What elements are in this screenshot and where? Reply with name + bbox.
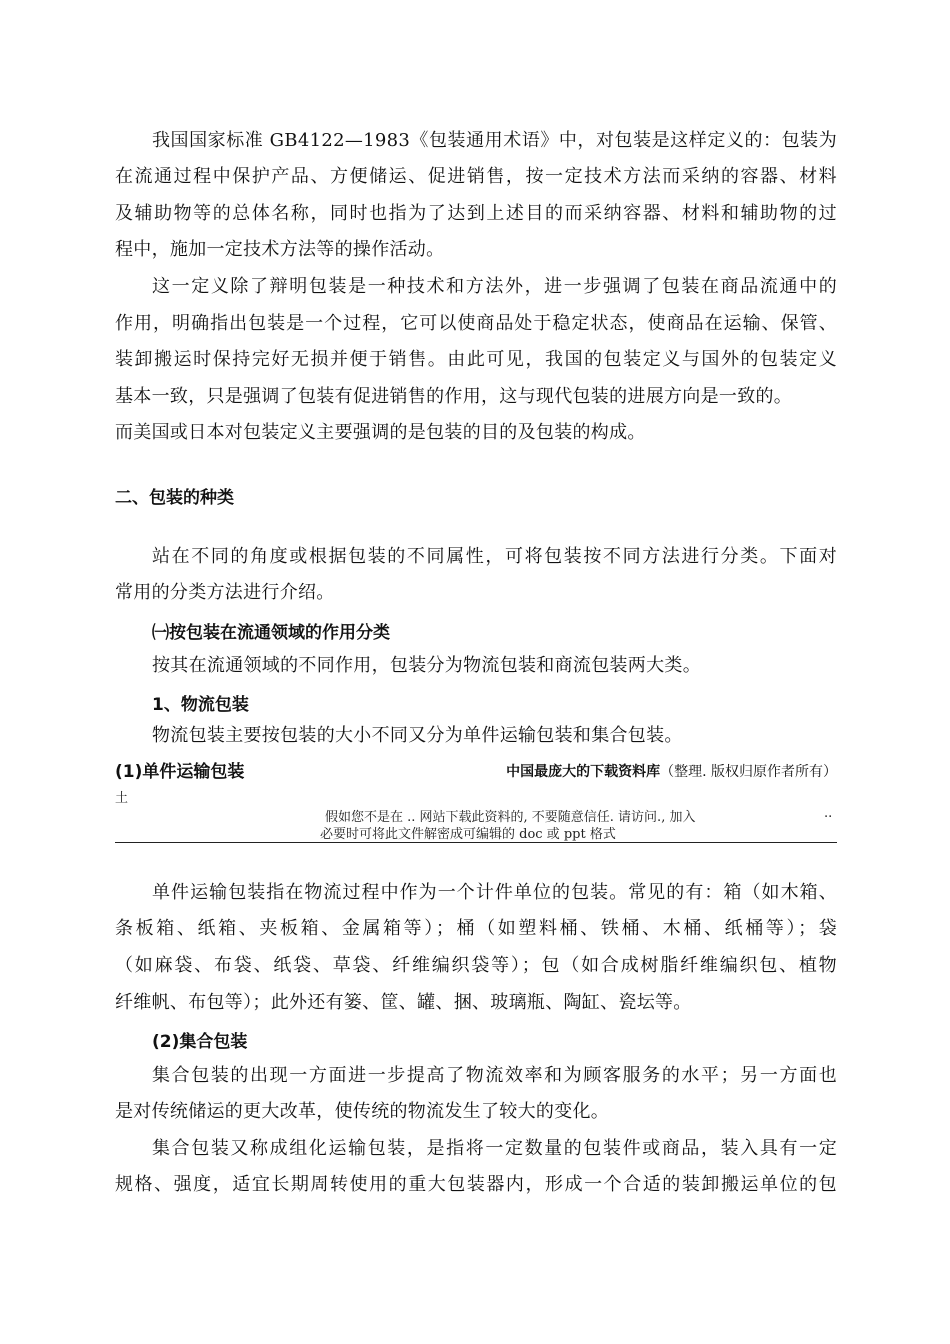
subheading-logistics-packaging: 1、物流包装 [152, 695, 249, 715]
paragraph-4: 按其在流通领域的不同作用，包装分为物流包装和商流包装两大类。 [152, 655, 701, 676]
paragraph-6-line-4: 纤维帆、布包等）；此外还有篓、筐、罐、捆、玻璃瓶、陶缸、瓷坛等。 [115, 992, 692, 1013]
paragraph-2-line-2: 作用，明确指出包装是一个过程，它可以使商品处于稳定状态，使商品在运输、保管、 [115, 313, 837, 334]
paragraph-6-line-2: 条板箱、纸箱、夹板箱、金属箱等）；桶（如塑料桶、铁桶、木桶、纸桶等）；袋 [115, 918, 837, 939]
paragraph-8-line-1: 集合包装又称成组化运输包装，是指将一定数量的包装件或商品，装入具有一定 [152, 1138, 837, 1159]
paragraph-2-line-1: 这一定义除了辩明包装是一种技术和方法外，进一步强调了包装在商品流通中的 [152, 276, 837, 297]
notice-line-1: 假如您不是在 .. 网站下载此资料的, 不要随意信任. 请访问., 加入 [325, 810, 696, 825]
paragraph-6-line-1: 单件运输包装指在物流过程中作为一个计件单位的包装。常见的有：箱（如木箱、 [152, 882, 837, 903]
section-heading-packaging-types: 二、包装的种类 [115, 488, 234, 508]
paragraph-2-line-5: 而美国或日本对包装定义主要强调的是包装的目的及包装的构成。 [115, 422, 646, 443]
watermark-header-row [115, 758, 837, 786]
download-library-banner [506, 758, 837, 786]
subheading-by-circulation-role: ㈠按包装在流通领域的作用分类 [152, 623, 390, 643]
paragraph-2-line-3: 装卸搬运时保持完好无损并便于销售。由此可见，我国的包装定义与国外的包装定义 [115, 349, 837, 370]
paragraph-1-line-3: 及辅助物等的总体名称，同时也指为了达到上述目的而采纳容器、材料和辅助物的过 [115, 203, 837, 224]
paragraph-2-line-4: 基本一致，只是强调了包装有促进销售的作用，这与现代包装的进展方向是一致的。 [115, 386, 793, 407]
paragraph-1-line-1: 我国国家标准 GB4122—1983《包装通用术语》中，对包装是这样定义的：包装为 [152, 130, 837, 151]
separator-rule [115, 842, 837, 843]
unit-transport-heading: (1)单件运输包装 [115, 762, 245, 782]
paragraph-7-line-1: 集合包装的出现一方面进一步提高了物流效率和为顾客服务的水平；另一方面也 [152, 1065, 837, 1086]
paragraph-8-line-2: 规格、强度，适宜长期周转使用的重大包装器内，形成一个合适的装卸搬运单位的包 [115, 1174, 837, 1195]
notice-dots: .. [824, 806, 833, 821]
library-name: 中国最庞大的下载资料库 [506, 764, 661, 780]
paragraph-5: 物流包装主要按包装的大小不同又分为单件运输包装和集合包装。 [152, 725, 683, 746]
paragraph-7-line-2: 是对传统储运的更大改革，使传统的物流发生了较大的变化。 [115, 1101, 610, 1122]
paragraph-3-line-1: 站在不同的角度或根据包装的不同属性，可将包装按不同方法进行分类。下面对 [152, 546, 837, 567]
paragraph-1-line-2: 在流通过程中保护产品、方便储运、促进销售，按一定技术方法而采纳的容器、材料 [115, 166, 837, 187]
copyright-note: （整理. 版权归原作者所有） [660, 764, 837, 780]
paragraph-3-line-2: 常用的分类方法进行介绍。 [115, 582, 335, 603]
paragraph-6-line-3: （如麻袋、布袋、纸袋、草袋、纤维编织袋等）；包（如合成树脂纤维编织包、植物 [115, 955, 837, 976]
subheading-collective-packaging: (2)集合包装 [152, 1032, 248, 1052]
notice-line-2: 必要时可将此文件解密成可编辑的 doc 或 ppt 格式 [320, 827, 616, 842]
paragraph-1-line-4: 程中，施加一定技术方法等的操作活动。 [115, 239, 445, 260]
stray-character: 土 [115, 791, 129, 806]
